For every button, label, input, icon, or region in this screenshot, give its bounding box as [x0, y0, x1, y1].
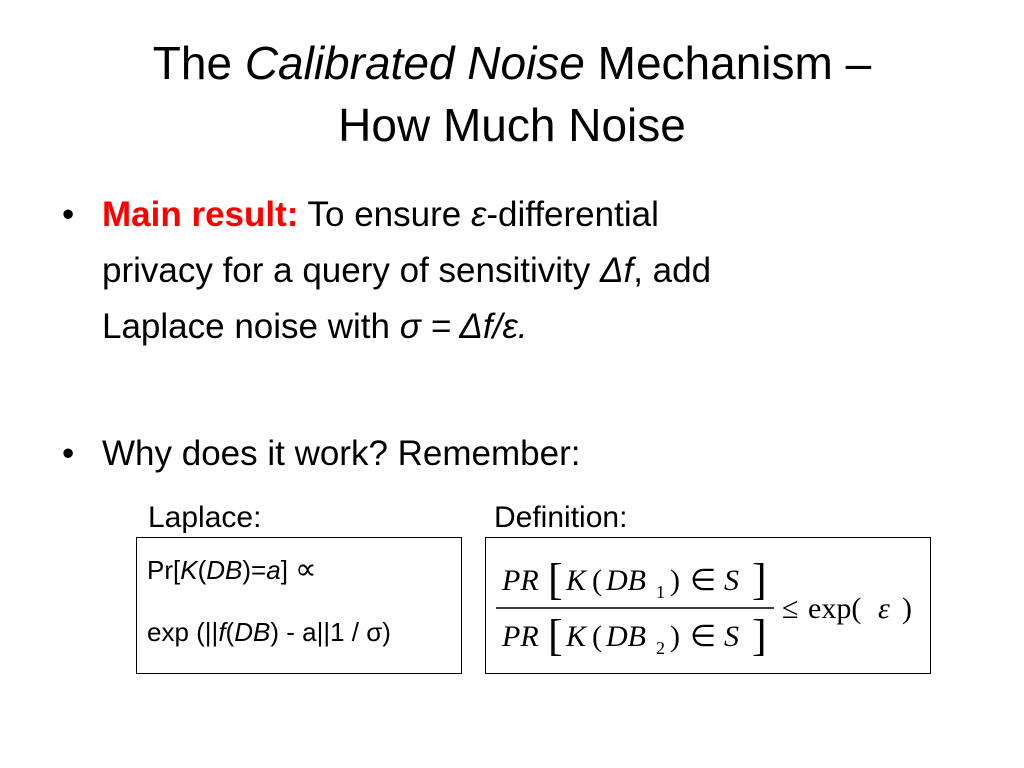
proportional-symbol: ∝ — [295, 553, 317, 586]
title-prefix: The — [152, 37, 245, 89]
text-run: -differential — [486, 195, 659, 234]
subscript-1: 1 — [656, 582, 665, 602]
text-run: privacy for a query of sensitivity — [102, 251, 600, 290]
query-symbol: f — [218, 617, 226, 647]
exp-function: exp( — [808, 592, 862, 625]
laplace-label: Laplace: — [148, 501, 262, 534]
text-run: , add — [633, 251, 712, 290]
database-symbol: DB — [206, 555, 243, 585]
element-of-symbol: ∈ — [690, 620, 717, 653]
right-bracket: ] — [752, 555, 767, 604]
definition-formula-box — [485, 537, 931, 674]
epsilon-symbol: ε — [470, 195, 487, 234]
text-run: To ensure — [298, 195, 471, 234]
close-paren: ) — [670, 564, 680, 597]
sensitivity-symbol: Δf — [599, 251, 634, 290]
right-bracket: ] — [752, 611, 767, 660]
text-run: ] — [280, 555, 296, 585]
text-run: exp (|| — [147, 617, 219, 647]
title-line-2: How Much Noise — [338, 99, 686, 151]
bullet-marker: • — [62, 434, 75, 473]
element-of-symbol: ∈ — [690, 564, 717, 597]
definition-label: Definition: — [494, 501, 628, 534]
noise-formula: σ = Δf/ε. — [399, 307, 528, 346]
title-line-1 — [0, 32, 1024, 94]
text-run: Laplace noise with — [102, 307, 400, 346]
text-run: ( — [197, 555, 207, 585]
database-symbol: DB — [606, 564, 646, 597]
pr-symbol: PR — [502, 564, 539, 597]
bullet-why-it-works — [62, 426, 580, 482]
close-paren: ) — [902, 592, 912, 625]
text-run: Pr[ — [147, 555, 181, 585]
left-bracket: [ — [548, 611, 563, 660]
slide-title — [0, 32, 1024, 156]
laplace-line-2 — [147, 616, 391, 648]
mechanism-symbol: K — [566, 564, 587, 597]
database-symbol: DB — [234, 617, 271, 647]
open-paren: ( — [592, 564, 602, 597]
bullet-main-result — [62, 187, 711, 355]
epsilon-symbol: ε — [878, 592, 890, 625]
output-symbol: a — [266, 555, 281, 585]
left-bracket: [ — [548, 555, 563, 604]
title-suffix: Mechanism – — [584, 37, 872, 89]
mechanism-symbol: K — [180, 555, 198, 585]
laplace-formula-box — [136, 537, 462, 674]
mechanism-symbol: K — [566, 620, 587, 653]
definition-formula — [486, 538, 932, 675]
text-run: )= — [242, 555, 267, 585]
bullet-text — [102, 187, 711, 355]
set-symbol: S — [724, 564, 739, 597]
bullet-marker: • — [62, 195, 75, 234]
database-symbol: DB — [606, 620, 646, 653]
set-symbol: S — [724, 620, 739, 653]
laplace-line-1 — [147, 554, 317, 586]
leq-symbol: ≤ — [782, 592, 799, 625]
bullet-text: Why does it work? Remember: — [102, 434, 581, 473]
text-run: ( — [225, 617, 235, 647]
pr-symbol: PR — [502, 620, 539, 653]
subscript-2: 2 — [656, 638, 665, 658]
close-paren: ) — [670, 620, 680, 653]
open-paren: ( — [592, 620, 602, 653]
text-run: ) - a||1 / σ) — [270, 617, 391, 647]
title-italic: Calibrated Noise — [244, 37, 585, 89]
main-result-label: Main result: — [102, 195, 299, 234]
